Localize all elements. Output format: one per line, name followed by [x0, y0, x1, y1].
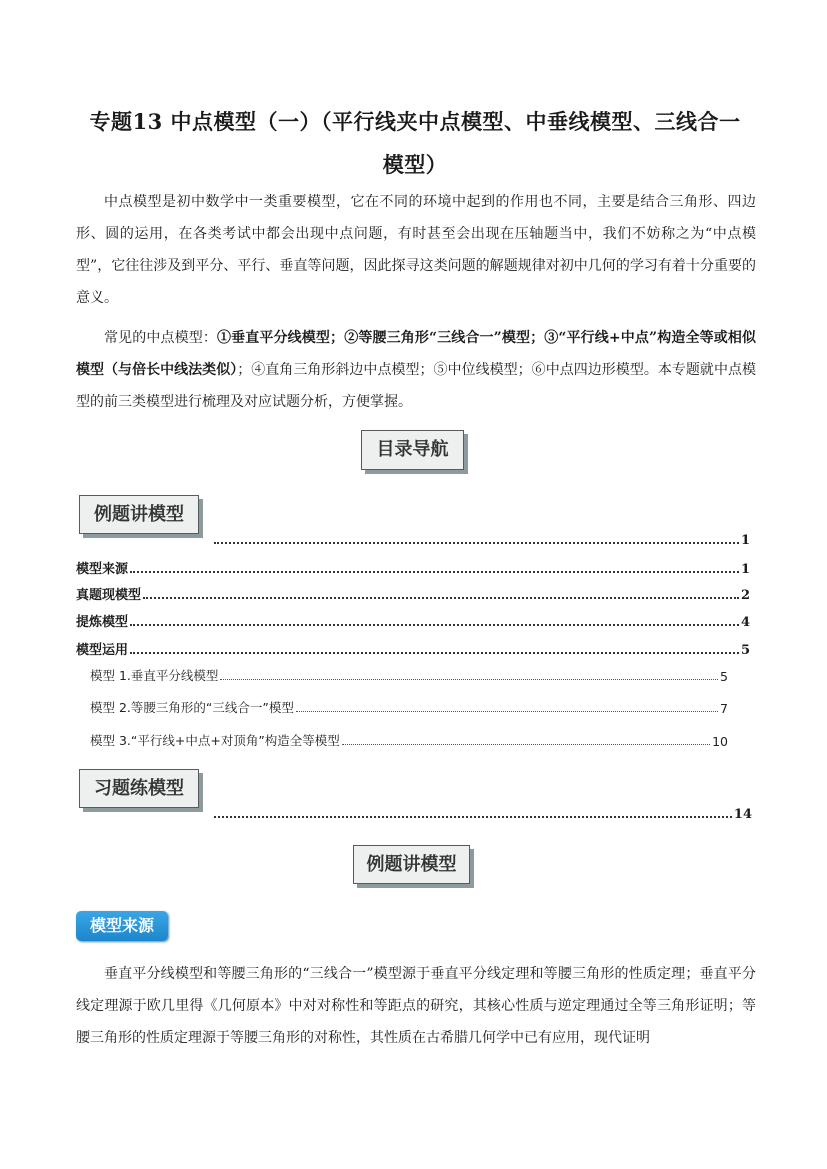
model-source-tag: 模型来源 [76, 911, 168, 941]
toc-section1-line[interactable] [212, 533, 750, 548]
toc-leader-dots [220, 679, 718, 680]
toc-item-label: 模型来源 [76, 562, 129, 577]
toc-leader-dots [143, 597, 739, 599]
toc-item-model-use[interactable] [76, 639, 750, 658]
toc-subitem-label: 模型 3.“平行线+中点+对顶角”构造全等模型 [90, 733, 340, 748]
intro-paragraph-1: 中点模型是初中数学中一类重要模型，它在不同的环境中起到的作用也不同，主要是结合三角形、四边形、圆的运用，在各类考试中都会出现中点问题，有时甚至会出现在压轴题当中，我们不妨称之为“中点模型”，它往往涉及到平分、平行、垂直等问题，因此探寻这类问题的解题规律对初中几何的学习有着十分重要的意义。 [76, 194, 756, 306]
intro-p2-suffix: ；④直角三角形斜边中点模型；⑤中位线模型；⑥中点四边形模型。本专题就中点模型的前三类模型进行梳理及对应试题分析，方便掌握。 [76, 362, 756, 410]
toc-page-number: 1 [740, 562, 750, 577]
toc-leader-dots [130, 652, 739, 654]
document-title-line2: 模型） [382, 152, 448, 177]
intro-paragraph-2 [76, 322, 756, 418]
toc-leader-dots [214, 816, 732, 818]
toc-item-refine-model[interactable] [76, 611, 750, 630]
toc-subitem-label: 模型 2.等腰三角形的“三线合一”模型 [90, 700, 294, 715]
toc-page-number: 5 [740, 643, 750, 658]
toc-page-number: 5 [720, 669, 728, 684]
toc-leader-dots [130, 624, 739, 626]
toc-item-label: 真题现模型 [76, 588, 142, 603]
toc-section2-line[interactable] [212, 807, 752, 822]
toc-subitem-model3[interactable] [90, 731, 728, 749]
toc-subitem-model2[interactable] [90, 698, 728, 716]
intro-p2-prefix: 常见的中点模型： [104, 330, 218, 346]
toc-page-number: 7 [720, 701, 728, 716]
toc-subitem-label: 模型 1.垂直平分线模型 [90, 668, 219, 683]
intro-p2-bold: ①垂直平分线模型；②等腰三角形“三线合一”模型；③“平行线+中点”构造全等或相似模型（与倍长中线法类似） [76, 330, 756, 378]
document-title-line1: 专题13 中点模型（一）（平行线夹中点模型、中垂线模型、三线合一 [89, 109, 741, 134]
toc-page-number: 4 [740, 615, 750, 630]
toc-leader-dots [296, 711, 718, 712]
toc-leader-dots [342, 744, 710, 745]
toc-page-number: 2 [740, 588, 750, 603]
toc-section1-box[interactable]: 例题讲模型 [79, 495, 199, 534]
toc-leader-dots [130, 571, 739, 573]
nav-heading-box: 目录导航 [361, 430, 464, 470]
toc-leader-dots [214, 542, 739, 544]
toc-page-number: 10 [712, 734, 728, 749]
toc-page-number: 1 [740, 533, 750, 548]
toc-item-label: 提炼模型 [76, 615, 129, 630]
toc-page-number: 14 [733, 807, 752, 822]
model-source-paragraph: 垂直平分线模型和等腰三角形的“三线合一”模型源于垂直平分线定理和等腰三角形的性质定理；垂直平分线定理源于欧几里得《几何原本》中对对称性和等距点的研究，其核心性质与逆定理通过全等三角形证明；等腰三角形的性质定理源于等腰三角形的对称性，其性质在古希腊几何学中已有应用，现代证明 [76, 966, 756, 1046]
toc-item-real-exam[interactable] [76, 584, 750, 603]
toc-subitem-model1[interactable] [90, 666, 728, 684]
section-heading-box: 例题讲模型 [353, 845, 470, 884]
toc-section2-box[interactable]: 习题练模型 [79, 769, 199, 808]
toc-item-label: 模型运用 [76, 643, 129, 658]
toc-item-model-source[interactable] [76, 558, 750, 577]
